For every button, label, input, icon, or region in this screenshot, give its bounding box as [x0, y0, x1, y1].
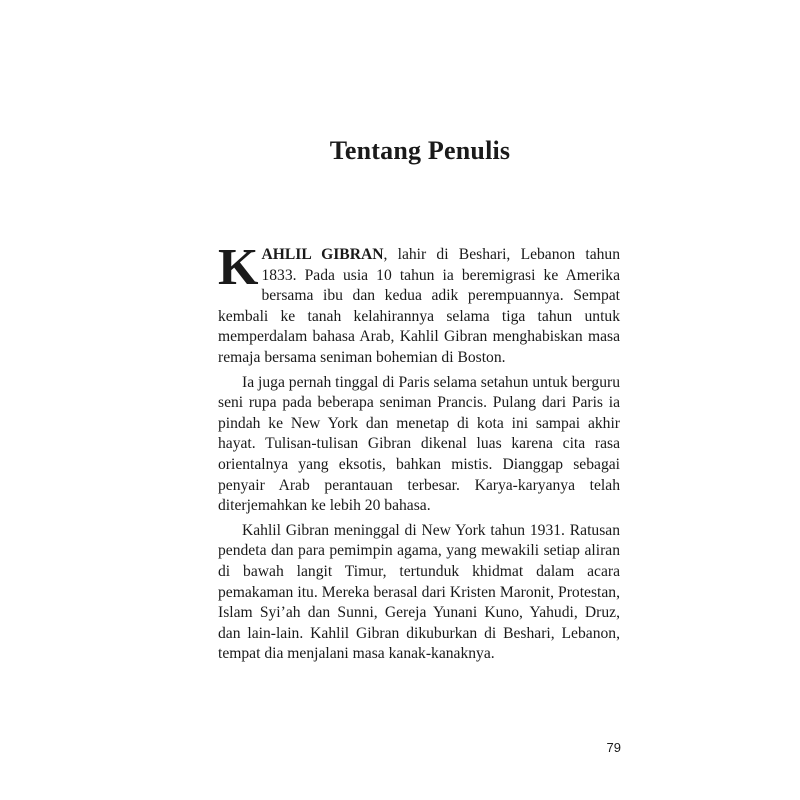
body-text	[218, 239, 621, 669]
paragraph-1-text: , lahir di Beshari, Lebanon tahun 1833. Pada usia 10 tahun ia beremigrasi ke Amerika bersama ibu dan kedua adik perempuannya. Sempat kembali ke tanah kelahirannya selama tiga tahun untuk memperdalam bahasa Arab, Kahlil Gibran menghabiskan masa remaja bersama seniman bohemian di Boston.	[218, 246, 621, 366]
drop-cap: K	[218, 239, 259, 296]
paragraph-1	[218, 239, 621, 369]
page-title: Tentang Penulis	[329, 136, 511, 165]
lead-name: AHLIL GIBRAN	[261, 246, 384, 263]
paragraph-3: Kahlil Gibran meninggal di New York tahun 1931. Ratusan pendeta dan para pemimpin agama, yang mewakili setiap aliran di bawah langit Timur, tertunduk khidmat dalam acara pemakaman itu. Mereka berasal dari Kristen Maronit, Protestan, Islam Syi’ah dan Sunni, Gereja Yunani Kuno, Yahudi, Druz, dan lain-lain. Kahlil Gibran dikuburkan di Beshari, Lebanon, tempat dia menjalani masa kanak-kanaknya.	[218, 521, 620, 663]
page-number: 79	[606, 740, 621, 755]
paragraph-2: Ia juga pernah tinggal di Paris selama setahun untuk berguru seni rupa pada beberapa seniman Prancis. Pulang dari Paris ia pindah ke New York dan menetap di kota ini sampai akhir hayat. Tulisan-tulisan Gibran dikenal luas karena cita rasa orientalnya yang eksotis, bahkan mistis. Dianggap sebagai penyair Arab perantauan terbesar. Karya-karyanya telah diterjemahkan ke lebih 20 bahasa.	[218, 373, 620, 515]
